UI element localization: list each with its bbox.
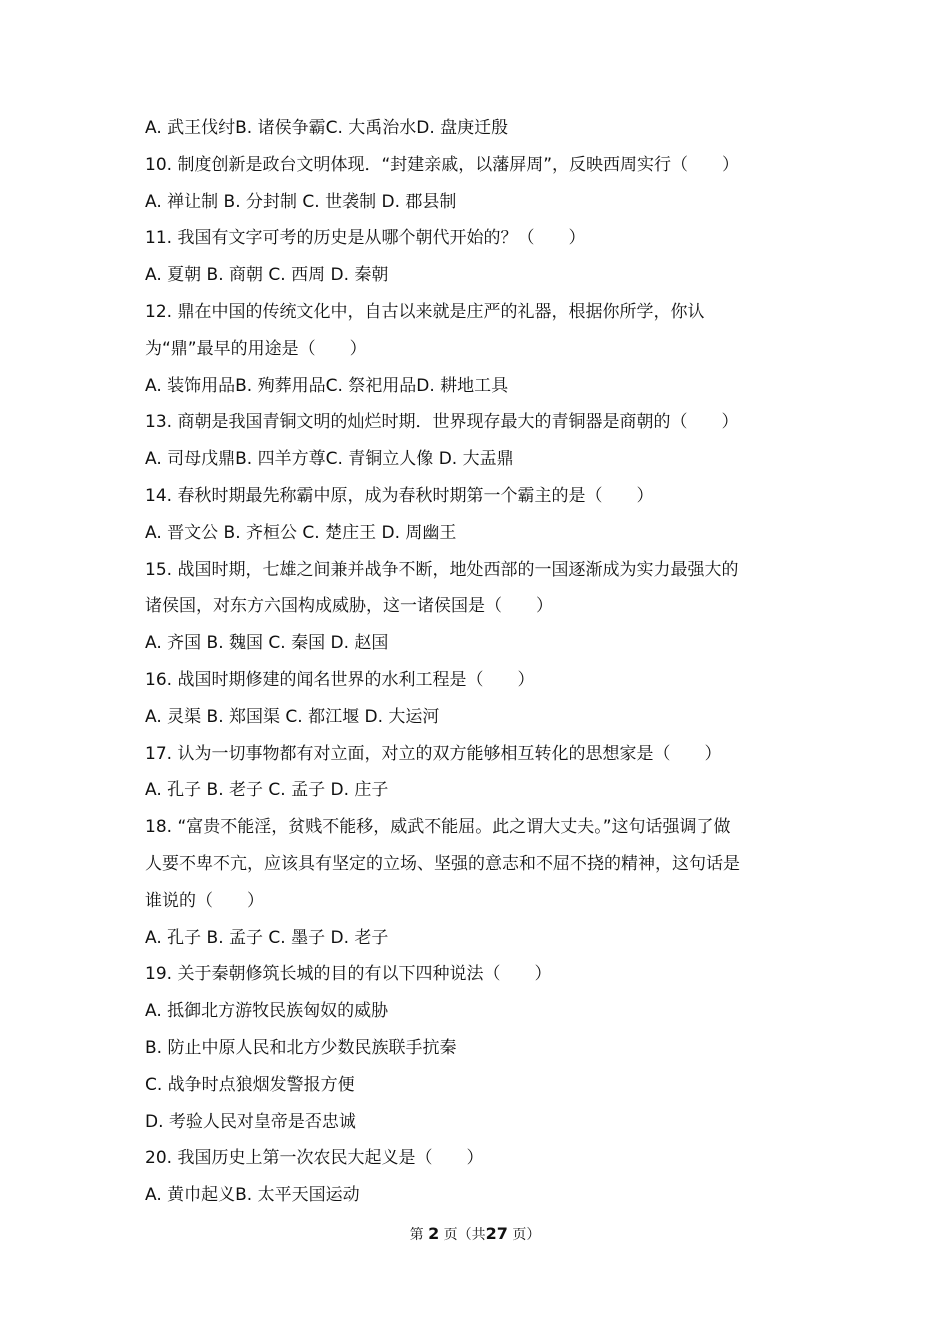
question-18: 18. “富贵不能淫，贫贱不能移，威武不能屈。此之谓大丈夫。”这句话强调了做 — [145, 817, 731, 838]
question-18-end: 谁说的（ ） — [145, 890, 264, 911]
page-footer — [0, 1224, 950, 1244]
option-19-d: D. 考验人民对皇帝是否忠诚 — [145, 1111, 356, 1132]
options-20: A. 黄巾起义B. 太平天国运动 — [145, 1185, 360, 1206]
option-19-a: A. 抵御北方游牧民族匈奴的威胁 — [145, 1001, 389, 1022]
footer-suffix: 页） — [512, 1227, 541, 1243]
page-number: 2 — [428, 1224, 440, 1243]
question-15-continued: 诸侯国，对东方六国构成威胁，这一诸侯国是（ ） — [145, 596, 553, 617]
options-14: A. 晋文公 B. 齐桓公 C. 楚庄王 D. 周幽王 — [145, 522, 457, 543]
question-15: 15. 战国时期，七雄之间兼并战争不断，地处西部的一国逐渐成为实力最强大的 — [145, 559, 739, 580]
options-17: A. 孔子 B. 老子 C. 孟子 D. 庄子 — [145, 780, 389, 801]
footer-prefix: 第 — [409, 1227, 424, 1243]
question-12-continued: 为“鼎”最早的用途是（ ） — [145, 338, 367, 359]
options-10: A. 禅让制 B. 分封制 C. 世袭制 D. 郡县制 — [145, 191, 457, 212]
question-17: 17. 认为一切事物都有对立面，对立的双方能够相互转化的思想家是（ ） — [145, 743, 722, 764]
footer-middle: 页（共 — [443, 1227, 486, 1243]
options-15: A. 齐国 B. 魏国 C. 秦国 D. 赵国 — [145, 633, 389, 654]
question-10: 10. 制度创新是政台文明体现．“封建亲戚，以藩屏周”，反映西周实行（ ） — [145, 154, 740, 175]
question-20: 20. 我国历史上第一次农民大起义是（ ） — [145, 1148, 484, 1169]
option-19-c: C. 战争时点狼烟发警报方便 — [145, 1074, 355, 1095]
question-19: 19. 关于秦朝修筑长城的目的有以下四种说法（ ） — [145, 964, 552, 985]
question-16: 16. 战国时期修建的闻名世界的水利工程是（ ） — [145, 669, 535, 690]
question-12: 12. 鼎在中国的传统文化中，自古以来就是庄严的礼器，根据你所学，你认 — [145, 301, 705, 322]
question-13: 13. 商朝是我国青铜文明的灿烂时期．世界现存最大的青铜器是商朝的（ ） — [145, 412, 739, 433]
question-14: 14. 春秋时期最先称霸中原，成为春秋时期第一个霸主的是（ ） — [145, 485, 654, 506]
question-18-continued: 人要不卑不亢，应该具有坚定的立场、坚强的意志和不屈不挠的精神，这句话是 — [145, 853, 740, 874]
options-13: A. 司母戊鼎B. 四羊方尊C. 青铜立人像 D. 大盂鼎 — [145, 449, 514, 470]
question-11: 11. 我国有文字可考的历史是从哪个朝代开始的？（ ） — [145, 228, 586, 249]
text-line: A. 武王伐纣B. 诸侯争霸C. 大禹治水D. 盘庚迁殷 — [145, 118, 509, 138]
options-16: A. 灵渠 B. 郑国渠 C. 都江堰 D. 大运河 — [145, 706, 440, 727]
options-11: A. 夏朝 B. 商朝 C. 西周 D. 秦朝 — [145, 265, 389, 286]
options-18: A. 孔子 B. 孟子 C. 墨子 D. 老子 — [145, 927, 389, 948]
question-list — [145, 110, 810, 1214]
option-19-b: B. 防止中原人民和北方少数民族联手抗秦 — [145, 1037, 457, 1058]
total-pages: 27 — [485, 1224, 508, 1243]
options-12: A. 装饰用品B. 殉葬用品C. 祭祀用品D. 耕地工具 — [145, 375, 509, 396]
